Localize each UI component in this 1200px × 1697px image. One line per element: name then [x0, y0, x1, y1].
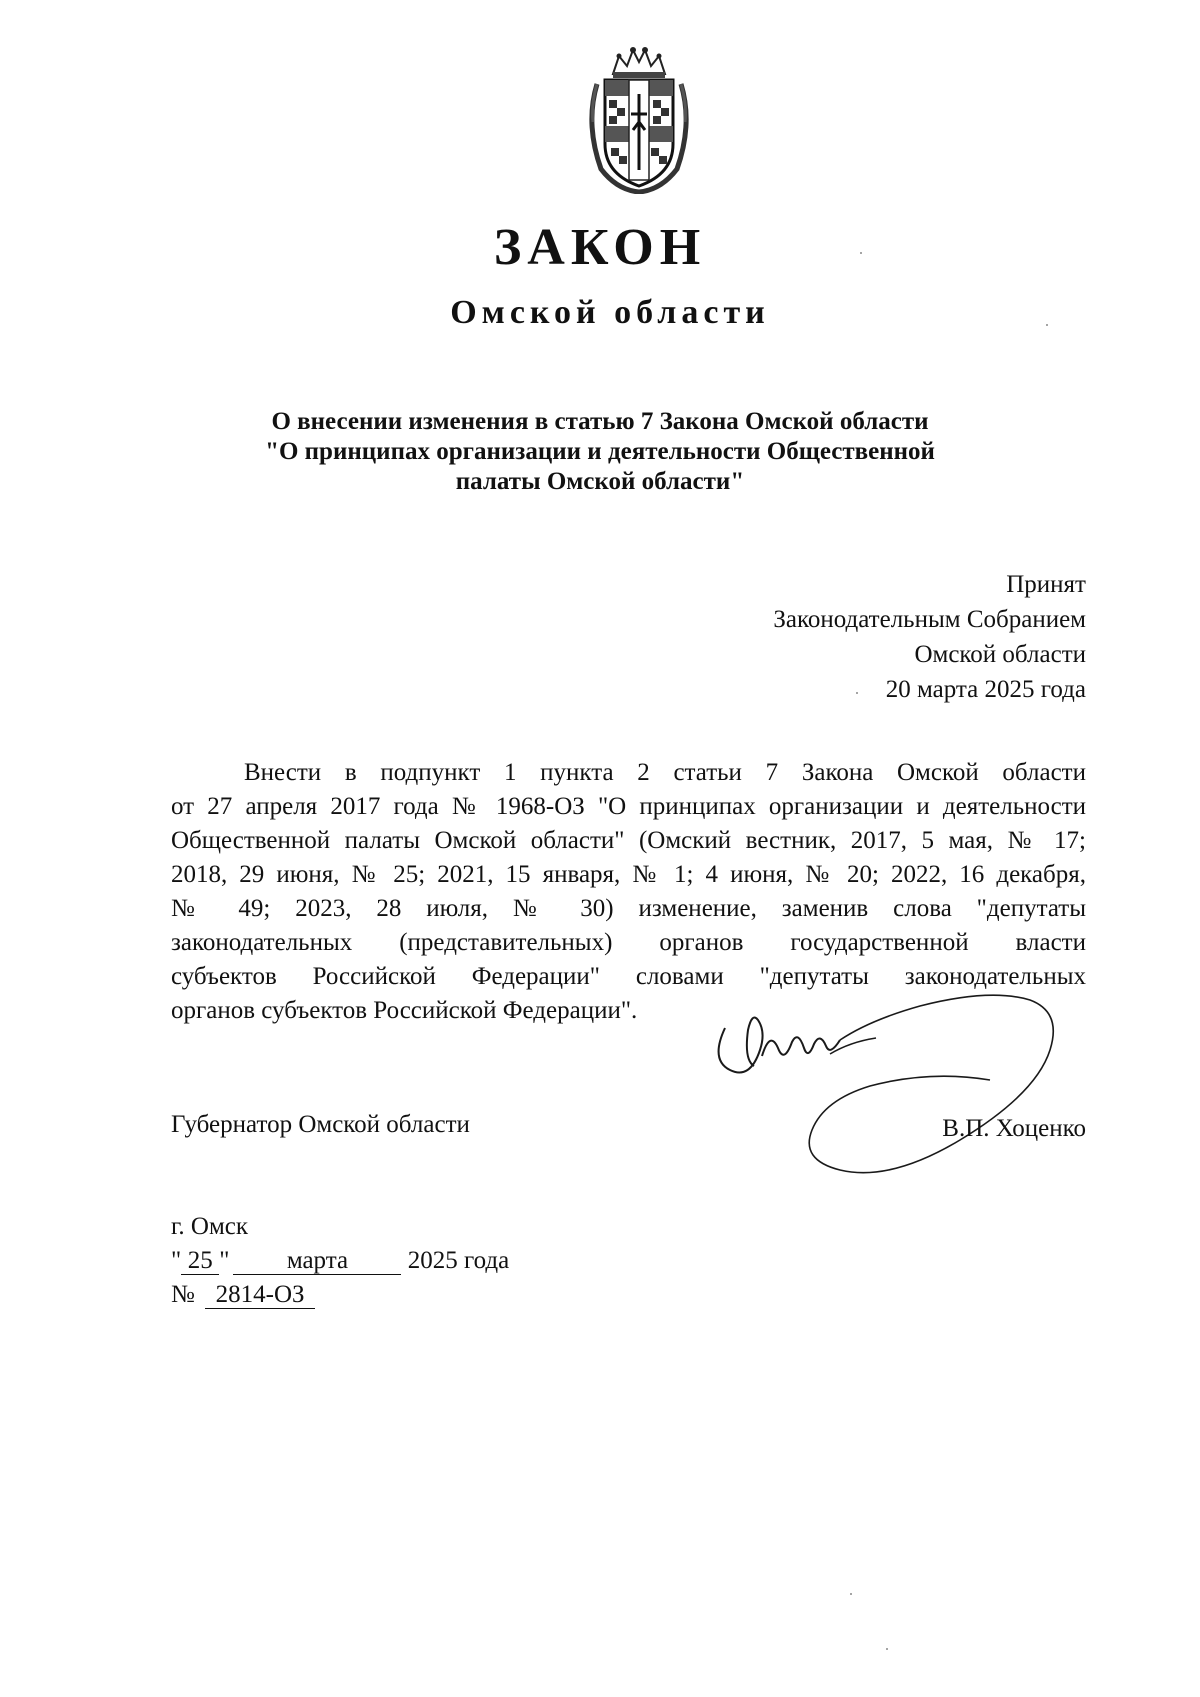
body-line: субъектов Российской Федерации" словами "депутаты законодательных — [171, 963, 1086, 990]
law-body-paragraph — [171, 756, 1086, 1028]
law-region: Омской области — [450, 294, 770, 331]
governor-title: Губернатор Омской области — [171, 1111, 470, 1138]
body-line: Общественной палаты Омской области" (Омский вестник, 2017, 5 мая, № 17; — [171, 827, 1086, 854]
body-line: органов субъектов Российской Федерации". — [171, 997, 638, 1024]
body-line: от 27 апреля 2017 года № 1968-ОЗ "О принципах организации и деятельности — [171, 793, 1086, 820]
law-number: 2814-ОЗ — [205, 1282, 315, 1309]
date-month: марта — [233, 1248, 401, 1275]
adoption-line: Принят — [1006, 571, 1086, 598]
scan-speck — [886, 1648, 888, 1650]
scan-speck — [1046, 324, 1048, 326]
law-subject-line: палаты Омской области" — [455, 468, 745, 495]
governor-name: В.П. Хоценко — [942, 1115, 1086, 1142]
date-day: 25 — [181, 1248, 219, 1275]
scan-speck — [860, 252, 862, 254]
law-subject — [160, 407, 1040, 497]
adoption-line: Законодательным Собранием — [773, 606, 1086, 633]
date-year: 2025 года — [407, 1247, 510, 1274]
adoption-block — [773, 567, 1086, 707]
date-quote-open: " — [171, 1247, 182, 1274]
number-sign: № — [171, 1281, 195, 1308]
adoption-date: 20 марта 2025 года — [885, 676, 1086, 703]
place-of-signing: г. Омск — [171, 1213, 249, 1240]
scan-speck — [850, 1593, 852, 1595]
adoption-line: Омской области — [914, 641, 1086, 668]
handwritten-signature — [700, 990, 1100, 1230]
body-line: законодательных (представительных) органов государственной власти — [171, 929, 1086, 956]
coat-of-arms-icon — [583, 44, 695, 194]
body-line: № 49; 2023, 28 июля, № 30) изменение, заменив слова "депутаты — [171, 895, 1086, 922]
law-subject-line: О внесении изменения в статью 7 Закона Омской области — [271, 408, 929, 435]
signing-date — [171, 1244, 509, 1278]
date-quote-close: " — [219, 1247, 230, 1274]
law-subject-line: "О принципах организации и деятельности Общественной — [265, 438, 935, 465]
law-title: ЗАКОН — [493, 219, 707, 276]
body-line: Внести в подпункт 1 пункта 2 статьи 7 Закона Омской области — [244, 759, 1086, 786]
law-number-line — [171, 1278, 315, 1312]
body-line: 2018, 29 июня, № 25; 2021, 15 января, № 1; 4 июня, № 20; 2022, 16 декабря, — [171, 861, 1086, 888]
scan-speck — [856, 692, 858, 694]
